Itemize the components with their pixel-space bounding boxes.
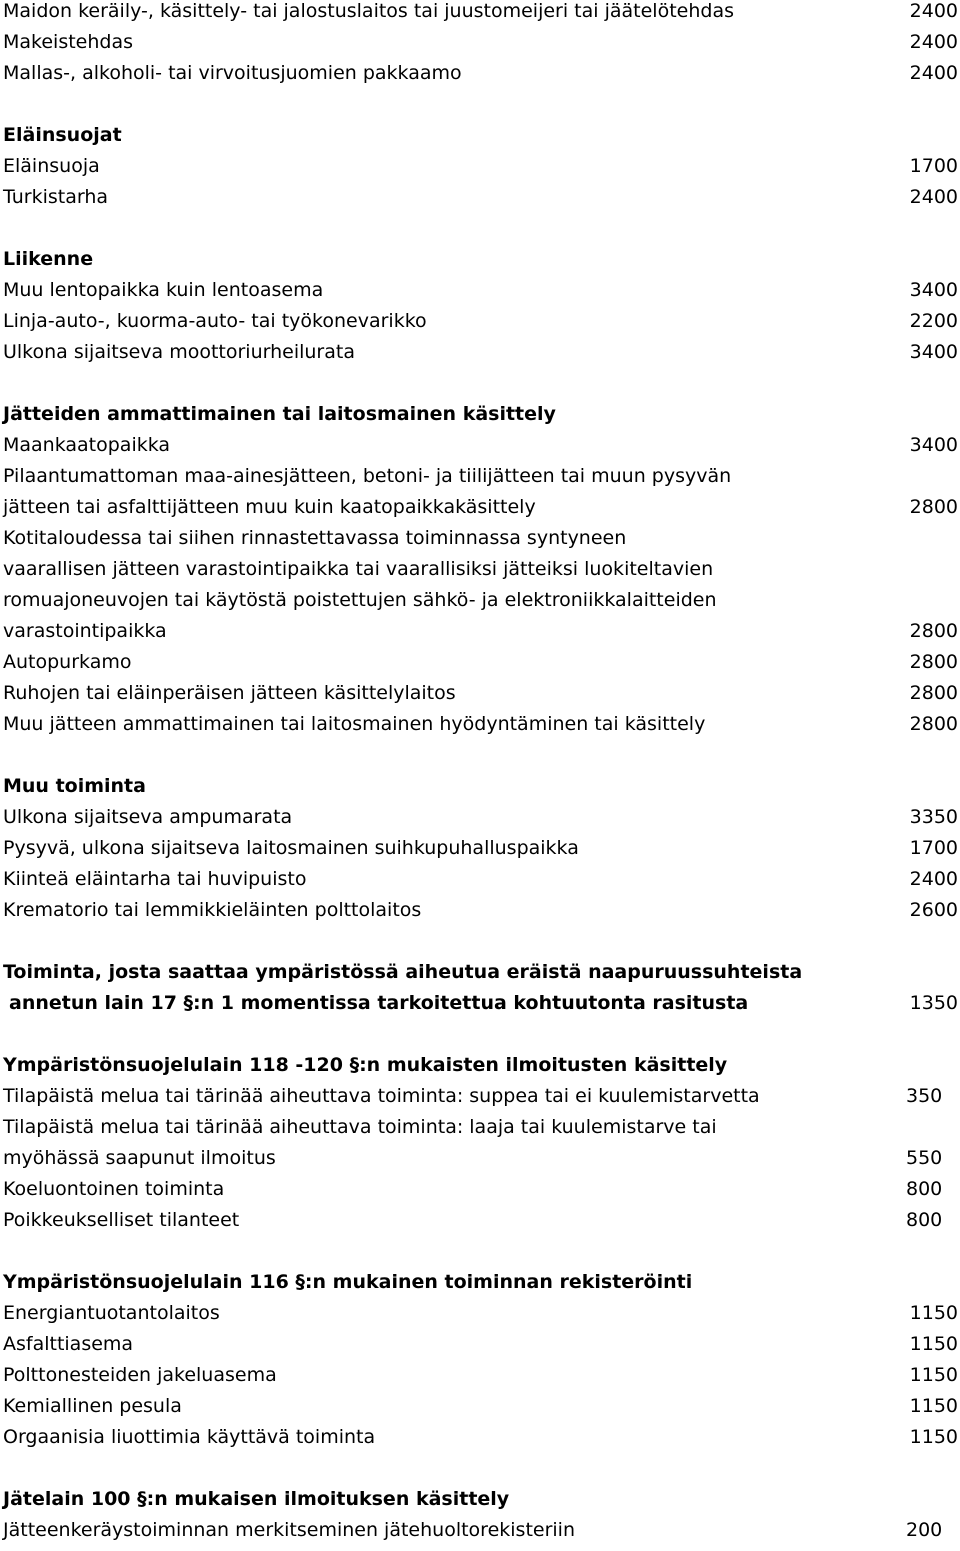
- row-value: 2400: [909, 186, 958, 208]
- row-value: 350: [906, 1085, 943, 1107]
- row-label: Pilaantumattoman maa-ainesjätteen, betoni- ja tiilijätteen tai muun pysyvän: [3, 465, 732, 487]
- table-row: [3, 337, 958, 368]
- table-row: [3, 709, 958, 740]
- row-value: 3400: [909, 341, 958, 363]
- fee-document: [3, 0, 958, 1546]
- table-row: [3, 1174, 958, 1205]
- spacer: [3, 740, 958, 771]
- section-title: Toiminta, josta saattaa ympäristössä aiheutua eräistä naapuruussuhteista: [3, 961, 803, 983]
- section-title: Ympäristönsuojelulain 116 §:n mukainen toiminnan rekisteröinti: [3, 1271, 693, 1293]
- row-label: Jätteenkeräystoiminnan merkitseminen jätehuoltorekisteriin: [3, 1519, 575, 1541]
- row-value: 3350: [909, 806, 958, 828]
- spacer: [3, 368, 958, 399]
- row-label: Pysyvä, ulkona sijaitseva laitosmainen suihkupuhalluspaikka: [3, 837, 579, 859]
- row-label: Makeistehdas: [3, 31, 134, 53]
- row-value: 2600: [909, 899, 958, 921]
- row-label: myöhässä saapunut ilmoitus: [3, 1147, 276, 1169]
- table-row: [3, 833, 958, 864]
- table-row: [3, 182, 958, 213]
- table-row: [3, 554, 958, 585]
- row-label: Tilapäistä melua tai tärinää aiheuttava toiminta: laaja tai kuulemistarve tai: [3, 1116, 717, 1138]
- row-label: Kotitaloudessa tai siihen rinnastettavassa toiminnassa syntyneen: [3, 527, 627, 549]
- row-label: Orgaanisia liuottimia käyttävä toiminta: [3, 1426, 376, 1448]
- section-title-line-2: annetun lain 17 §:n 1 momentissa tarkoitettua kohtuutonta rasitusta: [9, 992, 749, 1014]
- row-label: Polttonesteiden jakeluasema: [3, 1364, 277, 1386]
- row-label: Eläinsuoja: [3, 155, 100, 177]
- row-label: Asfalttiasema: [3, 1333, 134, 1355]
- row-label: Kemiallinen pesula: [3, 1395, 182, 1417]
- row-value: 1700: [909, 155, 958, 177]
- row-value: 2800: [909, 713, 958, 735]
- spacer: [3, 1236, 958, 1267]
- row-value: 3400: [909, 434, 958, 456]
- table-row: [3, 895, 958, 926]
- row-value: 800: [906, 1178, 943, 1200]
- row-value: 2400: [909, 868, 958, 890]
- row-value: 2800: [909, 496, 958, 518]
- table-row: [3, 0, 958, 27]
- row-label: romuajoneuvojen tai käytöstä poistettujen sähkö- ja elektroniikkalaitteiden: [3, 589, 717, 611]
- row-label: Ulkona sijaitseva ampumarata: [3, 806, 293, 828]
- table-row: [3, 1391, 958, 1422]
- section-heading: [3, 120, 958, 151]
- table-row: [3, 523, 958, 554]
- spacer: [3, 213, 958, 244]
- section-title: Jätteiden ammattimainen tai laitosmainen käsittely: [3, 403, 556, 425]
- row-value: 1700: [909, 837, 958, 859]
- row-label: Maankaatopaikka: [3, 434, 171, 456]
- table-row: [3, 492, 958, 523]
- row-label: Koeluontoinen toiminta: [3, 1178, 225, 1200]
- table-row: [3, 1422, 958, 1453]
- section-title: Eläinsuojat: [3, 124, 122, 146]
- row-value: 2400: [909, 62, 958, 84]
- row-value: 1150: [909, 1333, 958, 1355]
- table-row: [3, 864, 958, 895]
- table-row: [3, 647, 958, 678]
- row-label: Ruhojen tai eläinperäisen jätteen käsittelylaitos: [3, 682, 456, 704]
- row-label: Muu lentopaikka kuin lentoasema: [3, 279, 324, 301]
- table-row: [3, 430, 958, 461]
- row-value: 1350: [909, 992, 958, 1014]
- section-heading: [3, 771, 958, 802]
- row-value: 1150: [909, 1302, 958, 1324]
- row-value: 800: [906, 1209, 943, 1231]
- row-value: 1150: [909, 1364, 958, 1386]
- row-label: Mallas-, alkoholi- tai virvoitusjuomien pakkaamo: [3, 62, 462, 84]
- row-label: varastointipaikka: [3, 620, 167, 642]
- row-label: Kiinteä eläintarha tai huvipuisto: [3, 868, 307, 890]
- section-title: Jätelain 100 §:n mukaisen ilmoituksen käsittely: [3, 1488, 510, 1510]
- row-label: Krematorio tai lemmikkieläinten polttolaitos: [3, 899, 422, 921]
- section-heading: [3, 1484, 958, 1515]
- row-value: 1150: [909, 1395, 958, 1417]
- row-label: Turkistarha: [3, 186, 109, 208]
- table-row: [3, 275, 958, 306]
- table-row: [3, 1205, 958, 1236]
- row-label: Muu jätteen ammattimainen tai laitosmainen hyödyntäminen tai käsittely: [3, 713, 706, 735]
- table-row: [3, 461, 958, 492]
- row-value: 3400: [909, 279, 958, 301]
- row-label: Energiantuotantolaitos: [3, 1302, 220, 1324]
- row-value: 2800: [909, 620, 958, 642]
- row-label: vaarallisen jätteen varastointipaikka tai vaarallisiksi jätteiksi luokiteltavien: [3, 558, 714, 580]
- table-row: [3, 306, 958, 337]
- table-row: [3, 1329, 958, 1360]
- table-row: [3, 802, 958, 833]
- spacer: [3, 926, 958, 957]
- row-label: Tilapäistä melua tai tärinää aiheuttava toiminta: suppea tai ei kuulemistarvetta: [3, 1085, 760, 1107]
- table-row: [3, 616, 958, 647]
- table-row: [3, 27, 958, 58]
- row-label: Ulkona sijaitseva moottoriurheilurata: [3, 341, 355, 363]
- row-label: Maidon keräily-, käsittely- tai jalostuslaitos tai juustomeijeri tai jäätelötehdas: [3, 0, 734, 22]
- table-row: [3, 1081, 958, 1112]
- row-label: Autopurkamo: [3, 651, 132, 673]
- spacer: [3, 89, 958, 120]
- row-value: 2400: [909, 0, 958, 22]
- table-row: [3, 151, 958, 182]
- section-heading: [3, 244, 958, 275]
- section-heading: [3, 399, 958, 430]
- table-row: [3, 1298, 958, 1329]
- section-heading-continued: [3, 988, 958, 1019]
- table-row: [3, 678, 958, 709]
- section-heading: [3, 1267, 958, 1298]
- section-title: Muu toiminta: [3, 775, 146, 797]
- table-row: [3, 585, 958, 616]
- section-title: Liikenne: [3, 248, 94, 270]
- spacer: [3, 1019, 958, 1050]
- section-title: Ympäristönsuojelulain 118 -120 §:n mukaisten ilmoitusten käsittely: [3, 1054, 728, 1076]
- spacer: [3, 1453, 958, 1484]
- table-row: [3, 1360, 958, 1391]
- table-row: [3, 1143, 958, 1174]
- row-value: 2200: [909, 310, 958, 332]
- row-label: jätteen tai asfalttijätteen muu kuin kaatopaikkakäsittely: [3, 496, 536, 518]
- section-heading: [3, 1050, 958, 1081]
- row-value: 2400: [909, 31, 958, 53]
- table-row: [3, 58, 958, 89]
- row-value: 2800: [909, 682, 958, 704]
- row-value: 550: [906, 1147, 943, 1169]
- row-label: Poikkeukselliset tilanteet: [3, 1209, 240, 1231]
- row-value: 200: [906, 1519, 943, 1541]
- section-heading: [3, 957, 958, 988]
- table-row: [3, 1112, 958, 1143]
- table-row: [3, 1515, 958, 1546]
- row-label: Linja-auto-, kuorma-auto- tai työkonevarikko: [3, 310, 427, 332]
- row-value: 2800: [909, 651, 958, 673]
- row-value: 1150: [909, 1426, 958, 1448]
